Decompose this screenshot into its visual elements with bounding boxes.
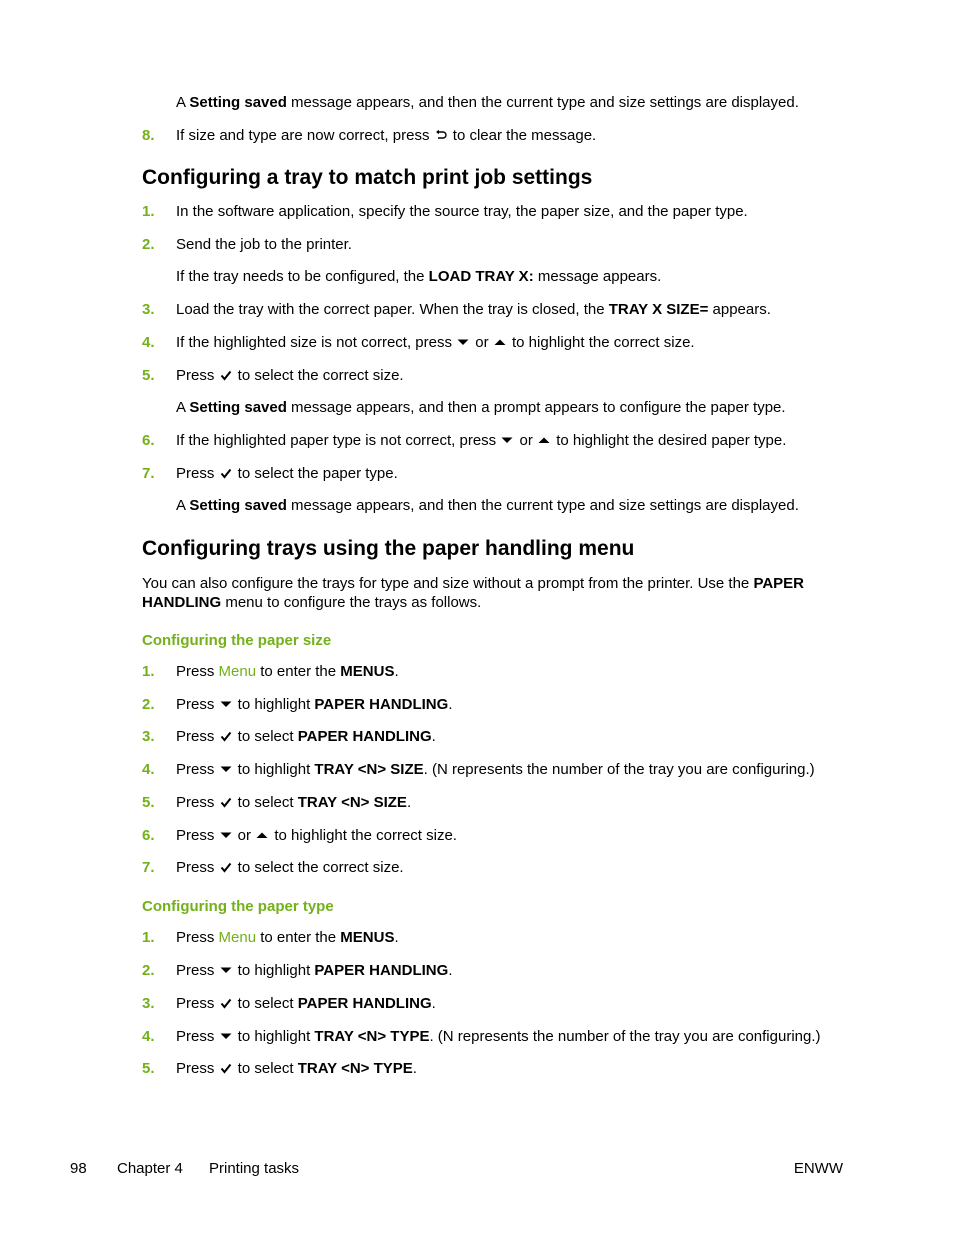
step-note: A Setting saved message appears, and then the current type and size settings are displayed. [176,497,799,514]
saved-note: A Setting saved message appears, and then the current type and size settings are displayed. [176,94,799,111]
step-number: 1. [142,929,155,946]
step-text: If the highlighted size is not correct, press or to highlight the correct size. [176,334,695,351]
step-number: 4. [142,761,155,778]
step-note: If the tray needs to be configured, the LOAD TRAY X: message appears. [176,268,662,285]
down-arrow-icon [220,964,232,976]
step-text: If size and type are now correct, press to clear the message. [176,127,597,144]
step-number: 2. [142,236,155,253]
step-number: 5. [142,794,155,811]
down-arrow-icon [220,698,232,710]
checkmark-icon [220,467,232,479]
step-number: 7. [142,465,155,482]
menu-key: Menu [218,663,257,680]
step-text: Press or to highlight the correct size. [176,827,457,844]
menu-key: Menu [218,929,257,946]
step-text: Press to select the correct size. [176,859,404,876]
step-number: 5. [142,367,155,384]
step-text: Send the job to the printer. [176,236,352,253]
down-arrow-icon [220,1030,232,1042]
footer-title: Printing tasks [209,1160,300,1177]
step-text: Press to highlight TRAY <N> TYPE. (N represents the number of the tray you are configuring.) [176,1028,821,1045]
step-text: Press Menu to enter the MENUS. [176,663,399,680]
section-heading: Configuring trays using the paper handling menu [142,537,635,560]
step-text: Press Menu to enter the MENUS. [176,929,399,946]
footer-right: ENWW [793,1160,843,1177]
step-number: 2. [142,696,155,713]
step-text: In the software application, specify the source tray, the paper size, and the paper type. [176,203,748,220]
step-text: Press to select the paper type. [176,465,398,482]
step-text: Load the tray with the correct paper. When the tray is closed, the TRAY X SIZE= appears. [176,301,771,318]
step-text: Press to highlight PAPER HANDLING. [176,962,453,979]
checkmark-icon [220,796,232,808]
step-text: If the highlighted paper type is not correct, press or to highlight the desired paper type. [176,432,787,449]
step-text: Press to highlight TRAY <N> SIZE. (N represents the number of the tray you are configuring.) [176,761,815,778]
down-arrow-icon [457,336,469,348]
subsection-heading: Configuring the paper size [142,632,332,649]
step-number: 8. [142,127,155,144]
step-number: 2. [142,962,155,979]
up-arrow-icon [494,336,506,348]
step-text: Press to select the correct size. [176,367,404,384]
footer-chapter: Chapter 4 [117,1160,183,1177]
checkmark-icon [220,1062,232,1074]
step-number: 3. [142,301,155,318]
step-note: A Setting saved message appears, and then a prompt appears to configure the paper type. [176,399,786,416]
step-text: Press to highlight PAPER HANDLING. [176,696,453,713]
checkmark-icon [220,997,232,1009]
step-number: 4. [142,334,155,351]
checkmark-icon [220,730,232,742]
subsection-heading: Configuring the paper type [142,898,334,915]
up-arrow-icon [256,829,268,841]
intro-paragraph: You can also configure the trays for type and size without a prompt from the printer. Use the PAPER HANDLING menu to configure the trays as follows. [142,575,805,611]
step-text: Press to select TRAY <N> SIZE. [176,794,412,811]
back-arrow-icon [435,129,447,141]
step-number: 3. [142,728,155,745]
step-number: 4. [142,1028,155,1045]
step-number: 1. [142,663,155,680]
step-text: Press to select TRAY <N> TYPE. [176,1060,417,1077]
step-number: 3. [142,995,155,1012]
down-arrow-icon [501,434,513,446]
checkmark-icon [220,861,232,873]
page-number: 98 [70,1160,87,1177]
down-arrow-icon [220,763,232,775]
step-number: 1. [142,203,155,220]
step-number: 7. [142,859,155,876]
down-arrow-icon [220,829,232,841]
checkmark-icon [220,369,232,381]
step-number: 6. [142,432,155,449]
step-text: Press to select PAPER HANDLING. [176,995,436,1012]
step-text: Press to select PAPER HANDLING. [176,728,436,745]
section-heading: Configuring a tray to match print job settings [142,166,593,189]
step-number: 5. [142,1060,155,1077]
step-number: 6. [142,827,155,844]
up-arrow-icon [538,434,550,446]
